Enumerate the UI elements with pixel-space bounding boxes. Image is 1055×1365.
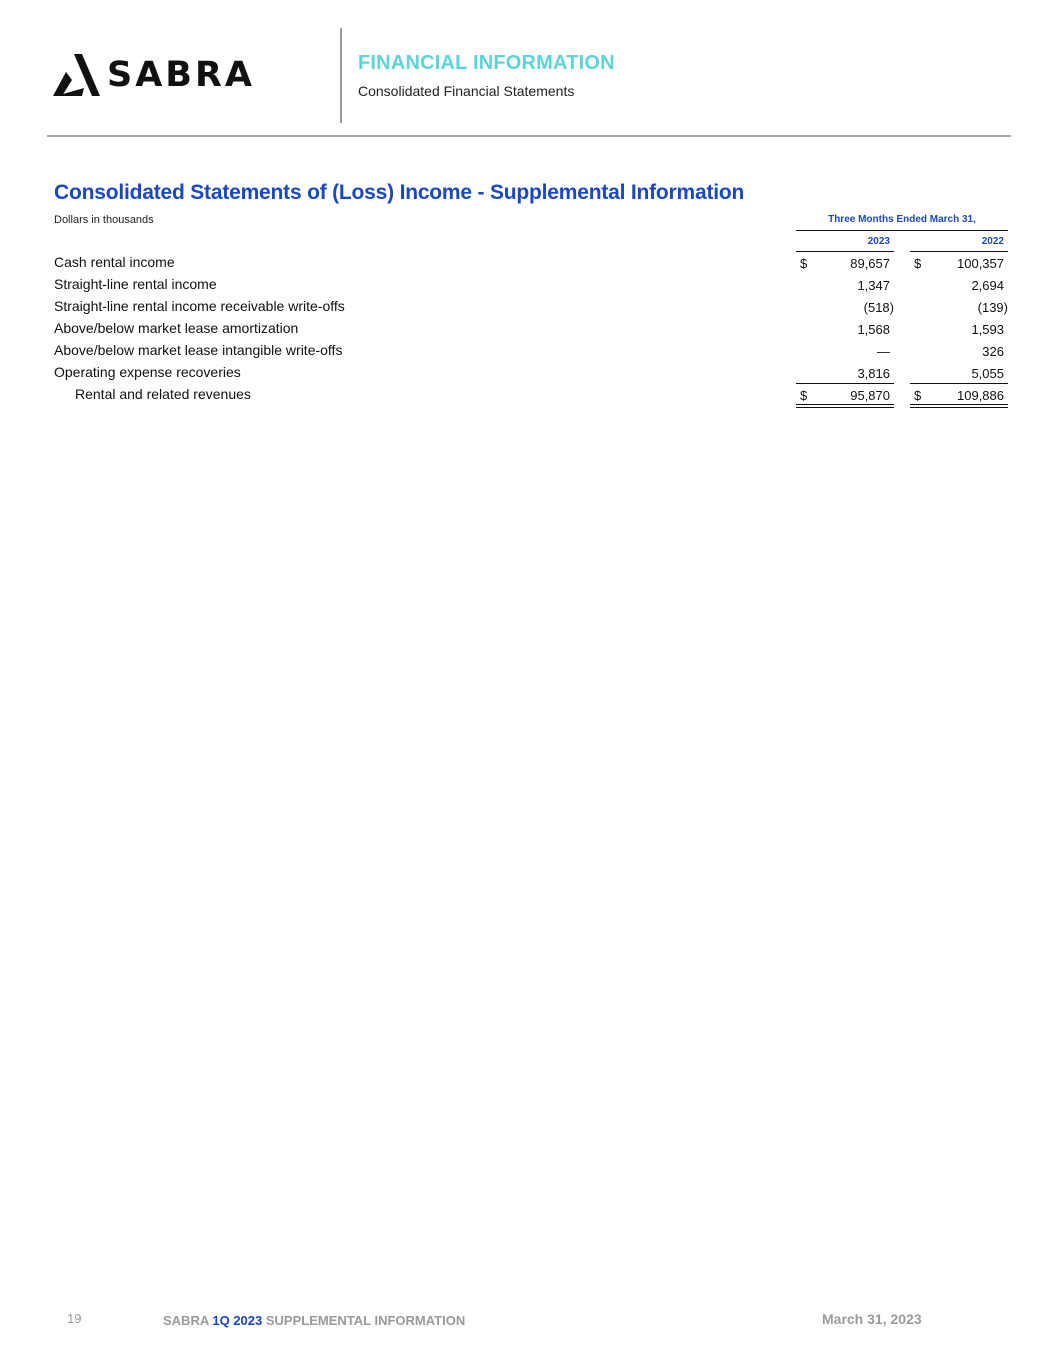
footer-brand: SABRA	[163, 1313, 209, 1328]
section-subtitle: Consolidated Financial Statements	[358, 83, 575, 99]
header-divider	[340, 28, 342, 123]
logo-wordmark: SABRA	[107, 55, 256, 95]
row-label: Straight-line rental income receivable write-offs	[54, 298, 345, 314]
value-2023: —	[877, 344, 890, 359]
currency-symbol: $	[800, 388, 808, 403]
value-2023: (518)	[863, 300, 894, 315]
table-row	[0, 340, 1055, 362]
section-title: FINANCIAL INFORMATION	[358, 52, 615, 74]
year-header-2023: 2023	[867, 236, 890, 247]
sabra-logo	[52, 52, 297, 100]
row-label: Above/below market lease intangible write-offs	[54, 342, 343, 358]
footer-date: March 31, 2023	[822, 1311, 922, 1327]
total-double-rule	[910, 404, 1008, 408]
table-row-total	[0, 384, 1055, 406]
value-2022: 2,694	[971, 278, 1004, 293]
table-row	[0, 252, 1055, 274]
footer-quarter: 1Q 2023	[212, 1313, 263, 1328]
currency-symbol: $	[800, 256, 808, 271]
value-2023: 3,816	[857, 366, 890, 381]
value-2022: 109,886	[957, 388, 1004, 403]
footer-doc-title: SUPPLEMENTAL INFORMATION	[265, 1313, 466, 1328]
row-label: Straight-line rental income	[54, 276, 217, 292]
currency-symbol: $	[914, 256, 922, 271]
value-2022: 1,593	[971, 322, 1004, 337]
sabra-logo-mark-icon	[52, 52, 102, 98]
row-label: Operating expense recoveries	[54, 364, 241, 380]
value-2023: 89,657	[850, 256, 890, 271]
value-2023: 1,347	[857, 278, 890, 293]
header-rule	[47, 135, 1011, 137]
units-note: Dollars in thousands	[54, 214, 154, 226]
table-row	[0, 296, 1055, 318]
currency-symbol: $	[914, 388, 922, 403]
total-double-rule	[796, 404, 894, 408]
row-label: Above/below market lease amortization	[54, 320, 299, 336]
value-2022: 5,055	[971, 366, 1004, 381]
value-2023: 95,870	[850, 388, 890, 403]
table-row	[0, 274, 1055, 296]
footer-document-name	[163, 1313, 465, 1328]
value-2022: 326	[982, 344, 1004, 359]
table-row	[0, 362, 1055, 384]
value-2022: 100,357	[957, 256, 1004, 271]
year-header-2022: 2022	[981, 236, 1004, 247]
period-header-rule	[796, 230, 1008, 231]
statement-title: Consolidated Statements of (Loss) Income - Supplemental Information	[54, 181, 745, 204]
period-header: Three Months Ended March 31,	[828, 214, 976, 225]
value-2022: (139)	[977, 300, 1008, 315]
page-number: 19	[67, 1311, 82, 1326]
row-label: Cash rental income	[54, 254, 175, 270]
row-label: Rental and related revenues	[75, 386, 251, 402]
value-2023: 1,568	[857, 322, 890, 337]
table-row	[0, 318, 1055, 340]
